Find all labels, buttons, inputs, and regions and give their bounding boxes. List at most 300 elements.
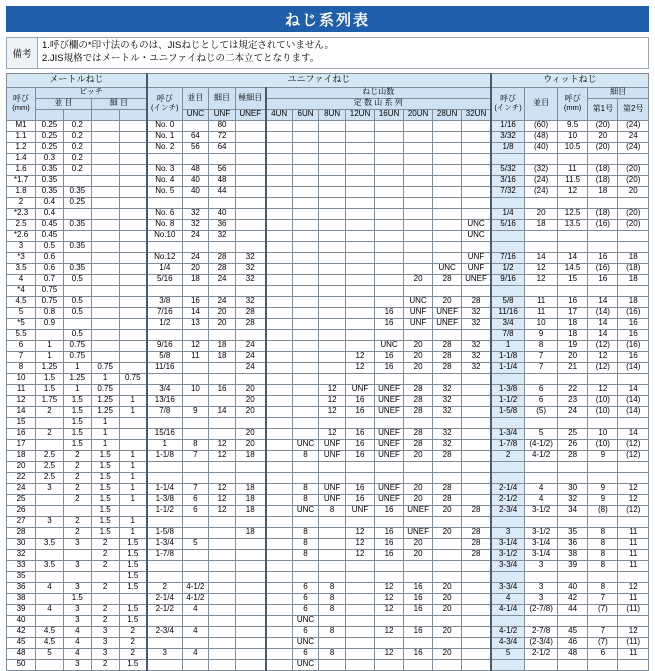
pitch-coarse-1-cell: 0.4: [36, 197, 64, 208]
pitch-header: ピッチ: [36, 87, 147, 98]
metric-size-cell: 4: [7, 274, 36, 285]
whit-fine-no1-cell: (7): [588, 637, 618, 648]
pitch-fine-1-cell: [91, 153, 119, 164]
unified-size-cell: [147, 373, 182, 384]
pitch-fine-2-cell: 0.75: [119, 373, 147, 384]
unified-unc-count-cell: 32: [182, 208, 209, 219]
whit-fine-no1-cell: 14: [588, 296, 618, 307]
un-series-cell-12UN: [345, 241, 374, 252]
table-row: [7, 483, 649, 494]
un-series-cell-4UN: [266, 340, 293, 351]
un-series-cell-16UN: [375, 120, 404, 131]
un-series-cell-4UN: [266, 461, 293, 472]
whit-size-cell: 9/16: [491, 274, 525, 285]
unified-unc-count-cell: [182, 560, 209, 571]
unc-header: UNC: [182, 109, 209, 120]
table-row: [7, 362, 649, 373]
pitch-fine-1-cell: 1.5: [91, 472, 119, 483]
whit-fine-size-cell: 42: [557, 593, 587, 604]
whit-size-cell: 1/8: [491, 142, 525, 153]
whit-fine-no2-cell: (18): [618, 263, 649, 274]
un-series-cell-20UN: [404, 208, 433, 219]
pitch-fine-1-cell: 3: [91, 626, 119, 637]
whit-fine-no2-cell: [618, 153, 649, 164]
whit-fine-no2-cell: 12: [618, 483, 649, 494]
whit-fine-size-cell: 32: [557, 494, 587, 505]
metric-size-cell: 36: [7, 582, 36, 593]
pitch-fine-2-cell: [119, 362, 147, 373]
whit-coarse-count-cell: [525, 571, 558, 582]
un-series-cell-4UN: [266, 142, 293, 153]
un-series-cell-12UN: [345, 175, 374, 186]
table-row: [7, 582, 649, 593]
pitch-coarse-1-cell: [36, 571, 64, 582]
whit-fine-no1-cell: [588, 571, 618, 582]
whit-size-cell: 3-3/4: [491, 560, 525, 571]
metric-size-cell: 16: [7, 428, 36, 439]
unified-unc-count-cell: 12: [182, 340, 209, 351]
pitch-coarse-1-cell: 4: [36, 604, 64, 615]
pitch-fine-2-cell: 1.5: [119, 615, 147, 626]
un-series-cell-6UN: [292, 406, 319, 417]
un-series-cell-12UN: [345, 472, 374, 483]
un-series-cell-16UN: [375, 417, 404, 428]
un-series-cell-16UN: [375, 516, 404, 527]
pitch-fine-1-cell: 1.5: [91, 483, 119, 494]
unified-unf-count-cell: [209, 417, 236, 428]
pitch-coarse-2-cell: 3: [63, 615, 91, 626]
unified-unef-count-cell: 24: [235, 362, 265, 373]
whit-size-cell: 5/16: [491, 219, 525, 230]
unified-unef-count-cell: [235, 285, 265, 296]
whit-fine-no2-cell: 12: [618, 582, 649, 593]
pitch-coarse-1-cell: 3.5: [36, 560, 64, 571]
whit-fine-size-cell: [557, 197, 587, 208]
un-series-cell-12UN: 12: [345, 362, 374, 373]
table-row: [7, 340, 649, 351]
un-series-cell-32UN: [462, 582, 491, 593]
un-series-cell-6UN: [292, 197, 319, 208]
un-series-cell-8UN: [319, 208, 346, 219]
pitch-coarse-1-cell: 1.75: [36, 395, 64, 406]
un-series-cell-6UN: [292, 186, 319, 197]
whit-fine-no1-cell: [588, 241, 618, 252]
whit-fine-no1-cell: [588, 516, 618, 527]
unified-unef-count-cell: [235, 142, 265, 153]
un-series-cell-28UN: [433, 197, 462, 208]
pitch-coarse-2-cell: 1.5: [63, 593, 91, 604]
un-series-cell-16UN: [375, 571, 404, 582]
pitch-fine-2-cell: [119, 307, 147, 318]
un-series-cell-32UN: [462, 659, 491, 670]
group-header-row: [7, 73, 649, 87]
table-row: [7, 615, 649, 626]
un-series-cell-12UN: [345, 318, 374, 329]
group-metric: メートルねじ: [7, 73, 147, 87]
un-series-cell-4UN: [266, 274, 293, 285]
un-series-cell-12UN: [345, 285, 374, 296]
unified-size-cell: No.12: [147, 252, 182, 263]
unified-size-cell: No. 3: [147, 164, 182, 175]
pitch-coarse-1-cell: [36, 439, 64, 450]
whit-fine-size-cell: 24: [557, 406, 587, 417]
whit-fine-no1-cell: [588, 373, 618, 384]
pitch-fine-2-cell: [119, 120, 147, 131]
unified-unef-count-cell: [235, 131, 265, 142]
pitch-fine-2-cell: 1: [119, 406, 147, 417]
un-series-cell-8UN: [319, 131, 346, 142]
pitch-fine-1-cell: [91, 340, 119, 351]
unified-unf-count-cell: 18: [209, 351, 236, 362]
un-series-cell-16UN: [375, 175, 404, 186]
whit-coarse-count-cell: 6: [525, 384, 558, 395]
un-series-cell-12UN: [345, 219, 374, 230]
pitch-coarse-2-cell: 0.35: [63, 263, 91, 274]
un-series-cell-12UN: [345, 637, 374, 648]
unified-unf-count-cell: [209, 549, 236, 560]
un-series-cell-4UN: [266, 362, 293, 373]
un-series-cell-12UN: [345, 252, 374, 263]
unified-unef-count-cell: [235, 329, 265, 340]
un-series-cell-32UN: [462, 131, 491, 142]
un-series-cell-6UN: [292, 395, 319, 406]
un-series-cell-6UN: [292, 285, 319, 296]
whit-size-cell: 3-1/4: [491, 538, 525, 549]
unified-unf-count-cell: [209, 461, 236, 472]
whit-fine-size-cell: 21: [557, 362, 587, 373]
unified-size-cell: No. 6: [147, 208, 182, 219]
pitch-coarse-2-cell: [63, 505, 91, 516]
whit-fine-no1-cell: (18): [588, 164, 618, 175]
table-row: [7, 659, 649, 670]
un-series-cell-16UN: UNEF: [375, 384, 404, 395]
whit-coarse-count-cell: 3-1/4: [525, 549, 558, 560]
unified-size-cell: No. 4: [147, 175, 182, 186]
unified-unf-count-cell: 16: [209, 384, 236, 395]
un-series-cell-4UN: [266, 186, 293, 197]
whit-fine-call-header: 呼び (mm): [557, 87, 587, 120]
pitch-fine-2-cell: [119, 186, 147, 197]
unified-size-cell: [147, 571, 182, 582]
unified-unc-count-cell: [182, 472, 209, 483]
unified-unc-count-cell: 4: [182, 604, 209, 615]
pitch-fine-2-cell: 1.5: [119, 659, 147, 670]
un-series-cell-16UN: UNEF: [375, 395, 404, 406]
pitch-coarse-1-cell: [36, 659, 64, 670]
whit-fine-size-cell: 13.5: [557, 219, 587, 230]
whit-fine-size-cell: 20: [557, 351, 587, 362]
metric-size-cell: 50: [7, 659, 36, 670]
pitch-coarse-2-cell: 0.75: [63, 340, 91, 351]
pitch-coarse-1-cell: [36, 505, 64, 516]
un-series-cell-16UN: UNEF: [375, 406, 404, 417]
unified-size-cell: [147, 329, 182, 340]
pitch-coarse-2-cell: [63, 549, 91, 560]
un-series-cell-20UN: 20: [404, 450, 433, 461]
whit-fine-no2-cell: 16: [618, 329, 649, 340]
metric-size-cell: 38: [7, 593, 36, 604]
whit-fine-no2-cell: (12): [618, 505, 649, 516]
whit-fine-no2-cell: 12: [618, 494, 649, 505]
un-series-cell-16UN: 12: [375, 648, 404, 659]
unified-unc-count-cell: 16: [182, 296, 209, 307]
un-series-cell-4UN: [266, 164, 293, 175]
whit-size-cell: 2-1/4: [491, 483, 525, 494]
un-series-cell-6UN: [292, 208, 319, 219]
pitch-coarse-2-cell: 3: [63, 538, 91, 549]
whit-size-cell: [491, 615, 525, 626]
whit-fine-no1-cell: 14: [588, 329, 618, 340]
pitch-fine-1-cell: [91, 230, 119, 241]
unified-unf-count-cell: 12: [209, 450, 236, 461]
unified-unc-count-cell: [182, 329, 209, 340]
un-series-cell-6UN: 8: [292, 538, 319, 549]
whit-fine-no1-cell: 16: [588, 274, 618, 285]
table-body: [7, 120, 649, 670]
whit-size-cell: 1: [491, 340, 525, 351]
unified-size-cell: [147, 461, 182, 472]
whit-fine-size-cell: [557, 417, 587, 428]
sub-header-row-1: [7, 87, 649, 98]
un-series-cell-28UN: 28: [433, 362, 462, 373]
un-series-cell-6UN: 8: [292, 450, 319, 461]
un-series-cell-16UN: [375, 560, 404, 571]
pitch-fine-2-cell: 1: [119, 483, 147, 494]
unified-unf-count-cell: [209, 593, 236, 604]
un-series-cell-12UN: [345, 164, 374, 175]
unified-unf-count-cell: 44: [209, 186, 236, 197]
pitch-coarse-2-cell: [63, 318, 91, 329]
whit-fine-no2-cell: (11): [618, 604, 649, 615]
un-series-cell-8UN: [319, 307, 346, 318]
pitch-fine-2-cell: [119, 274, 147, 285]
pitch-fine-1-cell: [91, 252, 119, 263]
whit-coarse-count-cell: 11: [525, 296, 558, 307]
whit-fine-size-cell: [557, 461, 587, 472]
unified-unf-count-cell: 36: [209, 219, 236, 230]
pitch-fine-1-cell: 2: [91, 604, 119, 615]
un-series-cell-12UN: [345, 263, 374, 274]
un-series-cell-28UN: 20: [433, 604, 462, 615]
whit-fine-no1-cell: 16: [588, 252, 618, 263]
pitch-coarse-1-cell: 0.35: [36, 175, 64, 186]
metric-size-cell: M1: [7, 120, 36, 131]
un-series-cell-16UN: [375, 659, 404, 670]
unified-unc-count-cell: 11: [182, 351, 209, 362]
unified-unc-count-cell: 4-1/2: [182, 593, 209, 604]
whit-fine-no2-cell: [618, 417, 649, 428]
pitch-fine-1-cell: 1.5: [91, 494, 119, 505]
un-series-cell-20UN: 16: [404, 648, 433, 659]
whit-fine-no2-cell: (14): [618, 406, 649, 417]
whit-fine-size-cell: 23: [557, 395, 587, 406]
metric-size-cell: 1.6: [7, 164, 36, 175]
un-series-cell-8UN: [319, 527, 346, 538]
un-series-cell-12UN: [345, 626, 374, 637]
unified-unc-count-cell: 48: [182, 164, 209, 175]
table-row: [7, 571, 649, 582]
unified-size-cell: 5/8: [147, 351, 182, 362]
whit-fine-size-cell: 11.5: [557, 175, 587, 186]
whit-fine-no1-cell: [588, 659, 618, 670]
group-unified: ユニファイねじ: [147, 73, 491, 87]
unified-unf-count-cell: 14: [209, 406, 236, 417]
unf-header: UNF: [209, 109, 236, 120]
un-series-cell-32UN: UNEF: [462, 274, 491, 285]
pitch-coarse-2-cell: 0.2: [63, 164, 91, 175]
un-series-cell-4UN: [266, 472, 293, 483]
whit-fine-no2-cell: (16): [618, 307, 649, 318]
whit-size-cell: 2-3/4: [491, 505, 525, 516]
metric-size-cell: 42: [7, 626, 36, 637]
pitch-coarse-2-cell: 0.5: [63, 274, 91, 285]
whit-fine-no2-cell: [618, 571, 649, 582]
pitch-coarse-1-cell: 4.5: [36, 626, 64, 637]
pitch-coarse-1-cell: 3: [36, 516, 64, 527]
un-series-cell-4UN: [266, 604, 293, 615]
whit-coarse-count-cell: [525, 417, 558, 428]
un-series-cell-12UN: [345, 142, 374, 153]
un-series-cell-8UN: 12: [319, 428, 346, 439]
un-series-cell-16UN: [375, 219, 404, 230]
pitch-fine-1-cell: [91, 186, 119, 197]
screw-series-table: [6, 73, 649, 671]
un-series-cell-12UN: [345, 329, 374, 340]
pitch-fine-2-cell: 1: [119, 461, 147, 472]
un-series-cell-8UN: UNF: [319, 494, 346, 505]
whit-size-cell: 4-1/2: [491, 626, 525, 637]
whit-coarse-count-cell: 4: [525, 494, 558, 505]
pitch-coarse-2-cell: 0.2: [63, 153, 91, 164]
un-series-cell-32UN: [462, 571, 491, 582]
whit-fine-no2-cell: 11: [618, 527, 649, 538]
un-series-cell-20UN: [404, 131, 433, 142]
pitch-coarse-1-cell: 0.8: [36, 307, 64, 318]
unified-size-cell: No. 5: [147, 186, 182, 197]
un-series-cell-20UN: UNC: [404, 296, 433, 307]
un-series-cell-12UN: [345, 571, 374, 582]
un-series-cell-16UN: [375, 164, 404, 175]
pitch-fine-2-cell: [119, 417, 147, 428]
unified-unf-count-cell: 80: [209, 120, 236, 131]
pitch-fine-1-cell: [91, 175, 119, 186]
pitch-coarse-1-cell: 2.5: [36, 472, 64, 483]
un-series-cell-6UN: [292, 329, 319, 340]
pitch-fine-1-cell: [91, 351, 119, 362]
un-series-cell-8UN: [319, 274, 346, 285]
whit-size-cell: [491, 417, 525, 428]
whit-fine-no1-cell: 7: [588, 626, 618, 637]
whit-fine-size-cell: [557, 285, 587, 296]
unified-unef-count-cell: [235, 472, 265, 483]
pitch-coarse-2-cell: 2: [63, 516, 91, 527]
pitch-fine-2-cell: [119, 131, 147, 142]
pitch-fine-1-cell: 2: [91, 560, 119, 571]
whit-size-cell: [491, 659, 525, 670]
table-row: [7, 626, 649, 637]
un-series-cell-28UN: 20: [433, 593, 462, 604]
metric-size-cell: 18: [7, 450, 36, 461]
metric-size-cell: *1.7: [7, 175, 36, 186]
unified-unc-count-cell: 5: [182, 538, 209, 549]
pitch-fine-2-cell: 1: [119, 450, 147, 461]
pitch-coarse-2-cell: [63, 285, 91, 296]
pitch-coarse-header: 並 目: [36, 98, 92, 109]
pitch-coarse-1-cell: 4.5: [36, 637, 64, 648]
whit-size-cell: 1-3/4: [491, 428, 525, 439]
un-series-cell-6UN: 6: [292, 582, 319, 593]
un-series-cell-28UN: [433, 208, 462, 219]
un-series-cell-8UN: 12: [319, 395, 346, 406]
whit-size-cell: 2-1/2: [491, 494, 525, 505]
unified-size-cell: 1: [147, 439, 182, 450]
un-series-cell-20UN: 28: [404, 428, 433, 439]
unified-unf-count-cell: [209, 604, 236, 615]
pitch-coarse-2-cell: 0.2: [63, 131, 91, 142]
un-series-cell-6UN: [292, 274, 319, 285]
pitch-fine-2-cell: 1.5: [119, 604, 147, 615]
whit-fine-no1-cell: 12: [588, 384, 618, 395]
un-series-cell-28UN: [433, 142, 462, 153]
un-series-cell-16UN: [375, 241, 404, 252]
unified-unf-count-cell: [209, 197, 236, 208]
table-row: [7, 142, 649, 153]
whit-fine-size-cell: [557, 615, 587, 626]
table-row: [7, 428, 649, 439]
un-series-cell-20UN: 20: [404, 494, 433, 505]
whit-fine-no2-cell: (11): [618, 637, 649, 648]
un-series-cell-8UN: [319, 637, 346, 648]
un-8-header: 8UN: [319, 109, 346, 120]
pitch-fine-1-cell: 3: [91, 648, 119, 659]
un-series-cell-32UN: [462, 604, 491, 615]
un-series-cell-6UN: [292, 384, 319, 395]
unified-unef-count-cell: [235, 373, 265, 384]
unified-size-cell: 1/4: [147, 263, 182, 274]
un-series-cell-4UN: [266, 439, 293, 450]
unified-unef-count-cell: [235, 241, 265, 252]
whit-coarse-count-cell: 7: [525, 351, 558, 362]
whit-size-cell: 3/16: [491, 175, 525, 186]
un-series-cell-12UN: [345, 373, 374, 384]
un-series-cell-32UN: UNF: [462, 252, 491, 263]
un-series-cell-6UN: 8: [292, 549, 319, 560]
un-series-cell-20UN: 16: [404, 626, 433, 637]
metric-size-cell: 48: [7, 648, 36, 659]
unified-size-cell: [147, 516, 182, 527]
whit-coarse-count-cell: 4: [525, 483, 558, 494]
un-series-cell-20UN: [404, 153, 433, 164]
unified-unef-count-cell: 18: [235, 505, 265, 516]
metric-size-cell: 3.5: [7, 263, 36, 274]
whit-fine-no2-cell: 18: [618, 274, 649, 285]
pitch-coarse-2-cell: 4: [63, 626, 91, 637]
un-series-cell-6UN: 8: [292, 483, 319, 494]
un-series-cell-12UN: 16: [345, 494, 374, 505]
pitch-coarse-1-cell: 2.5: [36, 461, 64, 472]
un-series-cell-20UN: 28: [404, 439, 433, 450]
un-series-cell-16UN: [375, 230, 404, 241]
pitch-fine-2-cell: [119, 197, 147, 208]
un-series-cell-8UN: 12: [319, 384, 346, 395]
unified-unef-count-cell: 20: [235, 428, 265, 439]
unified-size-cell: 3: [147, 648, 182, 659]
pitch-fine-2-cell: 1.5: [119, 560, 147, 571]
un-series-cell-8UN: [319, 560, 346, 571]
whit-coarse-count-cell: 3: [525, 560, 558, 571]
un-series-cell-16UN: [375, 615, 404, 626]
pitch-coarse-2-cell: 0.5: [63, 329, 91, 340]
